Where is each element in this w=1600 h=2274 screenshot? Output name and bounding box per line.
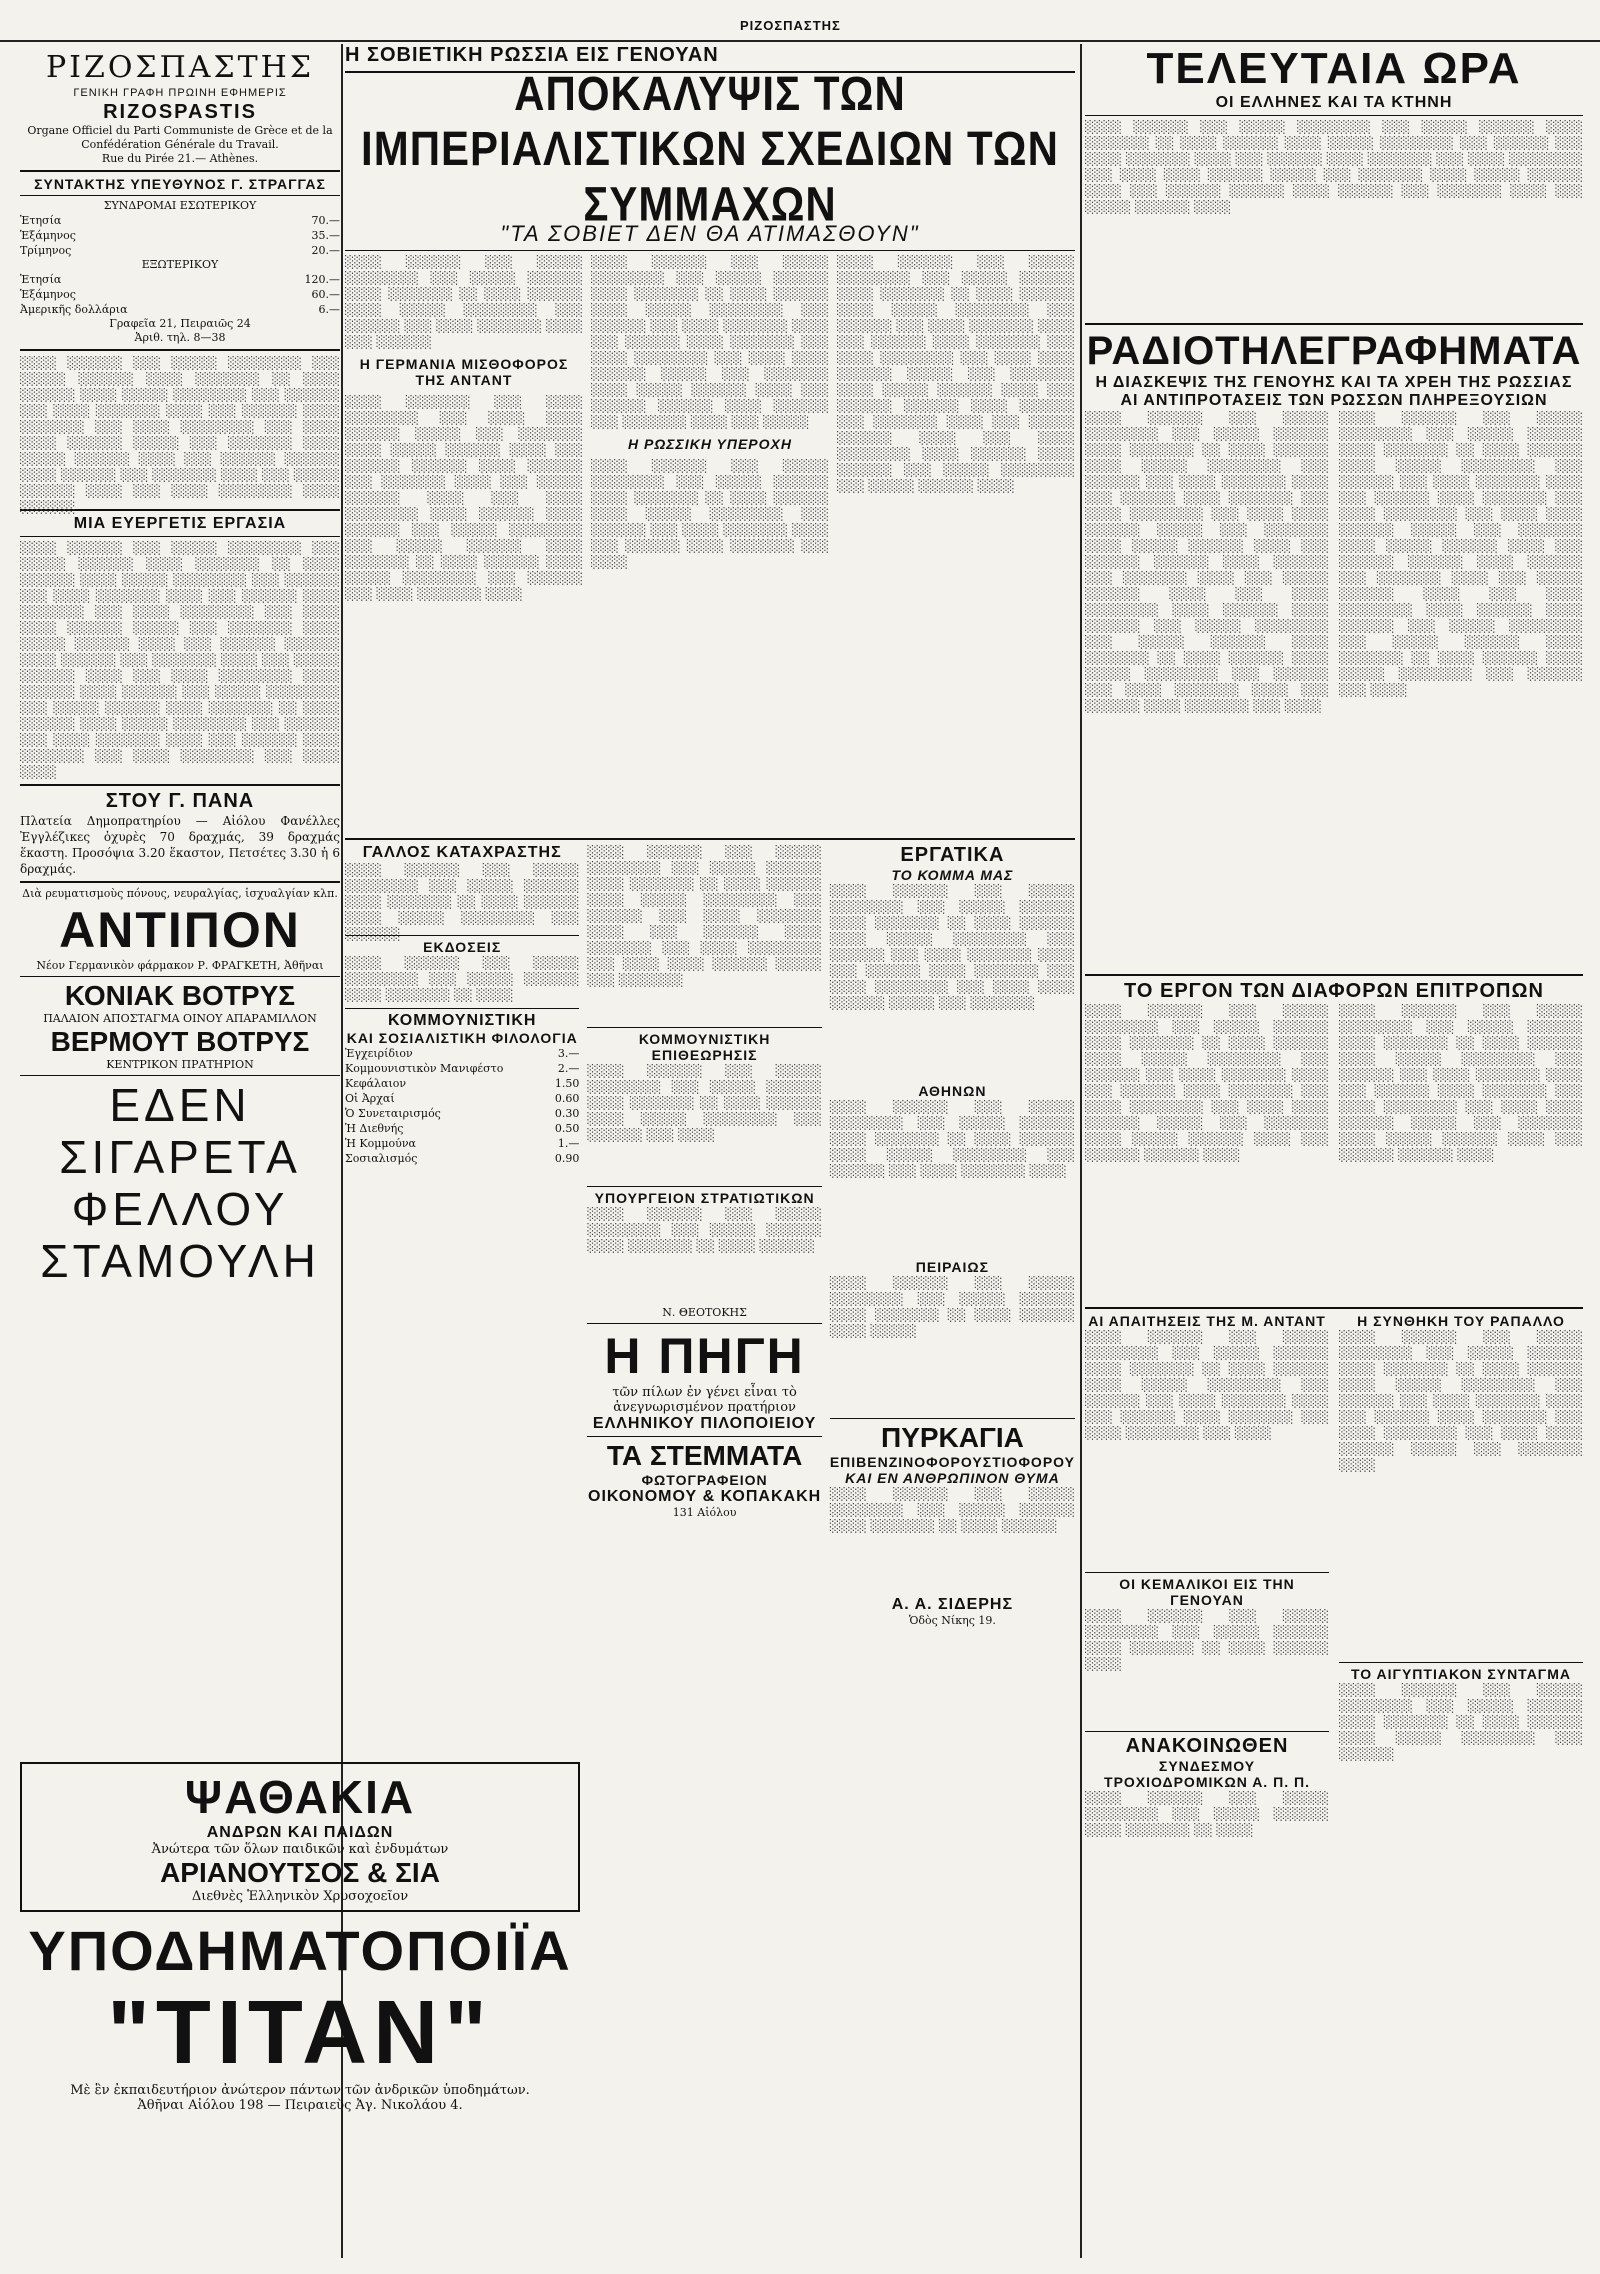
article-text: ░░░░ ░░░░░░ ░░░ ░░░░░ ░░░░░░░░ ░░░ ░░░░░ ░░░░░░ ░░░░ ░░░░░░░ ░░ ░░░░ ░░░░░░ ░░░░ ░░░░░ ░░░░░░░░ ░░░ ░░░░░░ ░░░ ░░░░ ░░░░░░░ ░░░░ ░░░ ░░░░░░ ░░░░ ░░░░░░░ ░░░ ░░░░ ░░░░░░░░ ░░░ ░░░░ ░░░░ ░░░░░░ ░░░░░ ░░░ ░░░░░░░ ░░░░ ░░░░░ ░░░░░░ ░░░░ ░░░ ░░░░░░ ░░░░░░ ░░░░ ░░░░░░ ░░░ ░░░░░░░ ░░░░ ░░░ ░░░░░ ░░░░░░ ░░░░ ░░░ ░░░░ ░░░░░░░░ ░░░░ ░░░░░░ ░░░░ ░░░░░░ ░░░ ░░░░░ ░░░░░░░░ ░░░ ░░░░░ ░░░░░░ ░░░░ ░░░░░░░ ░░ ░░░░ ░░░░░░ ░░░░ ░░░░░ ░░░░░░░░ ░░░ ░░░░░░ ░░░ ░░░░ ░░░░░░░ ░░░░ ░░░ ░░░░░░ ░░░░ ░░░░░░░ ░░░ ░░░░ ░░░░░░░░ ░░░ ░░░░ ░░░░ (20, 541, 340, 779)
lower-middle: ΓΑΛΛΟΣ ΚΑΤΑΧΡΑΣΤΗΣ ░░░░ ░░░░░░ ░░░ ░░░░░ ░░░░░░░░ ░░░ ░░░░░ ░░░░░░ ░░░░ ░░░░░░░ ░░ ░░░░ ░░░░░░ ░░░░ ░░░░░ ░░░░░░░░ ░░░ ░░░░░░ ΕΚΔΟΣΕΙΣ ░░░░ ░░░░░░ ░░░ ░░░░░ ░░░░░░░░ ░░░ ░░░░░ ░░░░░░ ░░░░ ░░░░░░░ ░░ ░░░░ ΚΟΜΜΟΥΝΙΣΤΙΚΗ ΚΑΙ ΣΟΣΙΑΛΙΣΤΙΚΗ ΦΙΛΟΛΟΓΙΑ Ἐγχειρίδιον 3.— Κομμουνιστικὸν Μανιφέστο 2.— Κεφάλαιον 1.50 Οἱ Ἀρχαί 0.60 Ὁ Συνεταιρισμός 0.30 Ἡ Διεθνής 0.50 Ἡ Κομμούνα 1.— Σοσιαλισμός 0.90 ░░░░ ░░░░░░ ░░░ ░░░░░ ░░░░░░░░ ░░░ ░░░░░ ░░░░░░ ░░░░ ░░░░░░░ ░░ ░░░░ ░░░░░░ ░░░░ ░░░░░ ░░░░░░░░ ░░░ ░░░░░░ ░░░ ░░░░ ░░░░░░░ ░░░░ ░░░ ░░░░░░ ░░░░ ░░░░░░░ ░░░ ░░░░ ░░░░░░░░ ░░░ ░░░░ ░░░░ ░░░░░░ ░░░░░ ░░░ ░░░░░░░ ΚΟΜΜΟΥΝΙΣΤΙΚΗ ΕΠΙΘΕΩΡΗΣΙΣ ░░░░ ░░░░░░ ░░░ ░░░░░ ░░░░░░░░ ░░░ ░░░░░ ░░░░░░ ░░░░ ░░░░░░░ ░░ ░░░░ ░░░░░░ ░░░░ ░░░░░ ░░░░░░░░ ░░░ ░░░░░░ ░░░ ░░░░ ΥΠΟΥΡΓΕΙΟΝ ΣΤΡΑΤΙΩΤΙΚΩΝ ░░░░ ░░░░░░ ░░░ ░░░░░ ░░░░░░░░ ░░░ ░░░░░ ░░░░░░ ░░░░ ░░░░░░░ ░░ ░░░░ ░░░░░░ Ν. ΘΕΟΤΟΚΗΣ Η ΠΗΓΗ τῶν πίλων ἐν γένει εἶναι τὸ ἀνεγνωρισμένον πρατήριον ΕΛΛΗΝΙΚΟΥ ΠΙΛΟΠΟΙΕΙΟΥ ΤΑ ΣΤΕΜΜΑΤΑ ΦΩΤΟΓΡΑΦΕΙΟΝ ΟΙΚΟΝΟΜΟΥ & ΚΟΠΑΚΑΚΗ 131 Αἰόλου ΕΡΓΑΤΙΚΑ ΤΟ ΚΟΜΜΑ ΜΑΣ ░░░░ ░░░░░░ ░░░ ░░░░░ ░░░░░░░░ ░░░ ░░░░░ ░░░░░░ ░░░░ ░░░░░░░ ░░ ░░░░ ░░░░░░ ░░░░ ░░░░░ ░░░░░░░░ ░░░ ░░░░░░ ░░░ ░░░░ ░░░░░░░ ░░░░ ░░░ ░░░░░░ ░░░░ ░░░░░░░ ░░░ ░░░░ ░░░░░░░░ ░░░ ░░░░ ░░░░ ░░░░░░ ░░░░░ ░░░ ░░░░░░░ ΑΘΗΝΩΝ ░░░░ ░░░░░░ ░░░ ░░░░░ ░░░░░░░░ ░░░ ░░░░░ ░░░░░░ ░░░░ ░░░░░░░ ░░ ░░░░ ░░░░░░ ░░░░ ░░░░░ ░░░░░░░░ ░░░ ░░░░░░ ░░░ ░░░░ ░░░░░░░ ░░░░ ΠΕΙΡΑΙΩΣ ░░░░ ░░░░░░ ░░░ ░░░░░ ░░░░░░░░ ░░░ ░░░░░ ░░░░░░ ░░░░ ░░░░░░░ ░░ ░░░░ ░░░░░░ ░░░░ ░░░░░ ΠΥΡΚΑΓΙΑ ΕΠΙΒΕΝΖΙΝΟΦΟΡΟΥΣΤΙΟΦΟΡΟΥ ΚΑΙ ΕΝ ΑΝΘΡΩΠΙΝΟΝ ΘΥΜΑ ░░░░ ░░░░░░ ░░░ ░░░░░ ░░░░░░░░ ░░░ ░░░░░ ░░░░░░ ░░░░ ░░░░░░░ ░░ ░░░░ ░░░░░░ Α. Α. ΣΙΔΕΡΗΣ Ὁδὸς Νίκης 19. (345, 844, 1075, 1627)
section-title: ΠΥΡΚΑΓΙΑ (880, 1422, 1024, 1453)
ad-text: ΦΩΤΟΓΡΑΦΕΙΟΝ (641, 1472, 768, 1488)
ad-vermut: ΒΕΡΜΟΥΤ ΒΟΤΡΥΣ (50, 1026, 310, 1057)
section-title: ΑΝΑΚΟΙΝΩΘΕΝ (1125, 1735, 1289, 1757)
organ-text: Organe Officiel du Parti Communiste de Grèce et de la Confédération Générale du Travail. (27, 124, 333, 151)
section-title: ΤΕΛΕΥΤΑΙΑ ΩΡΑ (1146, 44, 1522, 93)
section-title: ΡΑΔΙΟΤΗΛΕΓΡΑΦΗΜΑΤΑ (1086, 329, 1582, 373)
section-title: ΠΕΙΡΑΙΩΣ (915, 1259, 990, 1275)
section-subtitle: Η ΔΙΑΣΚΕΨΙΣ ΤΗΣ ΓΕΝΟΥΗΣ ΚΑΙ ΤΑ ΧΡΕΗ ΤΗΣ ΡΩΣΣΙΑΣ (1095, 374, 1573, 391)
section-title: ΜΙΑ ΕΥΕΡΓΕΤΙΣ ΕΡΓΑΣΙΑ (73, 515, 287, 532)
section-title: ΤΑ ΣΤΕΜΜΑΤΑ (606, 1440, 803, 1471)
latin-title: RIZOSPASTIS (103, 101, 257, 123)
section-title: ΚΟΜΜΟΥΝΙΣΤΙΚΗ ΕΠΙΘΕΩΡΗΣΙΣ (638, 1031, 771, 1063)
section-title: Η ΣΥΝΘΗΚΗ ΤΟΥ ΡΑΠΑΛΛΟ (1357, 1313, 1565, 1329)
tagline: ΓΕΝΙΚΗ ΓΡΑΦΗ ΠΡΩΙΝΗ ΕΦΗΜΕΡΙΣ (73, 87, 287, 99)
section-title: ΥΠΟΥΡΓΕΙΟΝ ΣΤΡΑΤΙΩΤΙΚΩΝ (594, 1190, 815, 1206)
right-column (1085, 44, 1583, 2258)
section-subtitle: ΟΙ ΕΛΛΗΝΕΣ ΚΑΙ ΤΑ ΚΤΗΝΗ (1215, 94, 1453, 111)
column-divider (1080, 44, 1082, 2258)
masthead-label: ΡΙΖΟΣΠΑΣΤΗΣ (740, 18, 841, 33)
subs-title-out: ΕΞΩΤΕΡΙΚΟΥ (141, 258, 219, 271)
section-subtitle: ΕΠΙΒΕΝΖΙΝΟΦΟΡΟΥΣΤΙΟΦΟΡΟΥ (829, 1454, 1075, 1470)
ad-pigi: Η ΠΗΓΗ (604, 1328, 805, 1384)
ad-text: 131 Αἰόλου (672, 1506, 737, 1519)
ad-text: Νέον Γερμανικὸν φάρμακον Ρ. ΦΡΑΓΚΕΤΗ, Ἀθῆναι (36, 959, 324, 972)
masthead-strip (0, 0, 1600, 42)
section-title: ΤΟ ΕΡΓΟΝ ΤΩΝ ΔΙΑΦΟΡΩΝ ΕΠΙΤΡΟΠΩΝ (1124, 980, 1544, 1002)
shop-text: Πλατεία Δημοπρατηρίου — Αἰόλου Φανέλλες Ἐγγλέζικες ὀχυρὲς 70 δραχμάς, 39 δραχμάς ἕκαστη. Προσόψια 3.20 ἕκαστον, Πετσέτες 3.30 ἡ 6 δραχμάς. (20, 814, 340, 876)
section-subtitle: ΣΥΝΔΕΣΜΟΥ ΤΡΟΧΙΟΔΡΟΜΙΚΩΝ Α. Π. Π. (1104, 1758, 1310, 1790)
ad-konyak: ΚΟΝΙΑΚ ΒΟΤΡΥΣ (64, 980, 296, 1011)
address: Rue du Pirée 21.— Athènes. (101, 152, 259, 165)
section-title: ΣΤΟΥ Γ. ΠΑΝΑ (105, 790, 255, 812)
ad-text: ΚΕΝΤΡΙΚΟΝ ΠΡΑΤΗΡΙΟΝ (106, 1058, 254, 1071)
subs-in-list: Ἐτησία 70.— Ἑξάμηνος 35.— Τρίμηνος 20.— (20, 214, 340, 257)
lead-article: ░░░░ ░░░░░░ ░░░ ░░░░░ ░░░░░░░░ ░░░ ░░░░░ ░░░░░░ ░░░░ ░░░░░░░ ░░ ░░░░ ░░░░░░ ░░░░ ░░░░░ ░░░░░░░░ ░░░ ░░░░░░ ░░░ ░░░░ ░░░░░░░ ░░░░ ░░░ ░░░░░░ Η ΓΕΡΜΑΝΙΑ ΜΙΣΘΟΦΟΡΟΣ ΤΗΣ ΑΝΤΑΝΤ ░░░░ ░░░░░░░ ░░░ ░░░░ ░░░░░░░░ ░░░ ░░░░ ░░░░ ░░░░░░ ░░░░░ ░░░ ░░░░░░░ ░░░░ ░░░░░ ░░░░░░ ░░░░ ░░░ ░░░░░░ ░░░░░░ ░░░░ ░░░░░░ ░░░ ░░░░░░░ ░░░░ ░░░ ░░░░░ ░░░░░░ ░░░░ ░░░ ░░░░ ░░░░░░░░ ░░░░ ░░░░░░ ░░░░ ░░░░░░ ░░░ ░░░░░ ░░░░░░░░ ░░░ ░░░░░ ░░░░░░ ░░░░ ░░░░░░░ ░░ ░░░░ ░░░░░░ ░░░░ ░░░░░ ░░░░░░░░ ░░░ ░░░░░░ ░░░ ░░░░ ░░░░░░░ ░░░░ ░░░░ ░░░░░░ ░░░ ░░░░░ ░░░░░░░░ ░░░ ░░░░░ ░░░░░░ ░░░░ ░░░░░░░ ░░ ░░░░ ░░░░░░ ░░░░ ░░░░░ ░░░░░░░░ ░░░ ░░░░░░ ░░░ ░░░░ ░░░░░░░ ░░░░ ░░░ ░░░░░░ ░░░░ ░░░░░░░ ░░░ ░░░░ ░░░░░░░░ ░░░ ░░░░ ░░░░ ░░░░░░ ░░░░░ ░░░ ░░░░░░░ ░░░░ ░░░░░ ░░░░░░ ░░░░ ░░░ ░░░░░░ ░░░░░░ ░░░░ ░░░░░░ ░░░ ░░░░░░░ ░░░░ ░░░ ░░░░░ Η ΡΩΣΣΙΚΗ ΥΠΕΡΟΧΗ ░░░░ ░░░░░░ ░░░ ░░░░░ ░░░░░░░░ ░░░ ░░░░░ ░░░░░░ ░░░░ ░░░░░░░ ░░ ░░░░ ░░░░░░ ░░░░ ░░░░░ ░░░░░░░░ ░░░ ░░░░░░ ░░░ ░░░░ ░░░░░░░ ░░░░ ░░░ ░░░░░░ ░░░░ ░░░░░░░ ░░░ ░░░░ ░░░░ ░░░░░░ ░░░ ░░░░░ ░░░░░░░░ ░░░ ░░░░░ ░░░░░░ ░░░░ ░░░░░░░ ░░ ░░░░ ░░░░░░ ░░░░ ░░░░░ ░░░░░░░░ ░░░ ░░░░░░ ░░░ ░░░░ ░░░░░░░ ░░░░ ░░░ ░░░░░░ ░░░░ ░░░░░░░ ░░░ ░░░░ ░░░░░░░░ ░░░ ░░░░ ░░░░ ░░░░░░ ░░░░░ ░░░ ░░░░░░░ ░░░░ ░░░░░ ░░░░░░ ░░░░ ░░░ ░░░░░░ ░░░░░░ ░░░░ ░░░░░░ ░░░ ░░░░░░░ ░░░░ ░░░ ░░░░░ ░░░░░░ ░░░░ ░░░ ░░░░ ░░░░░░░░ ░░░░ ░░░░░░ ░░░░ ░░░░░░ ░░░ ░░░░░ ░░░░░░░░ ░░░ ░░░░░ ░░░░░░ ░░░░ (345, 255, 1075, 601)
newspaper-logo: ΡΙΖΟΣΠΑΣΤΗΣ (45, 50, 315, 85)
section-title: Η ΡΩΣΣΙΚΗ ΥΠΕΡΟΧΗ (628, 436, 792, 452)
ad-text: ΟΙΚΟΝΟΜΟΥ & ΚΟΠΑΚΑΚΗ (588, 1488, 822, 1505)
ergon-article: ░░░░ ░░░░░░ ░░░ ░░░░░ ░░░░░░░░ ░░░ ░░░░░ ░░░░░░ ░░░░ ░░░░░░░ ░░ ░░░░ ░░░░░░ ░░░░ ░░░░░ ░░░░░░░░ ░░░ ░░░░░░ ░░░ ░░░░ ░░░░░░░ ░░░░ ░░░ ░░░░░░ ░░░░ ░░░░░░░ ░░░ ░░░░ ░░░░░░░░ ░░░ ░░░░ ░░░░ ░░░░░░ ░░░░░ ░░░ ░░░░░░░ ░░░░ ░░░░░ ░░░░░░ ░░░░ ░░░ ░░░░░░ ░░░░░░ ░░░░ ░░░░ ░░░░░░ ░░░ ░░░░░ ░░░░░░░░ ░░░ ░░░░░ ░░░░░░ ░░░░ ░░░░░░░ ░░ ░░░░ ░░░░░░ ░░░░ ░░░░░ ░░░░░░░░ ░░░ ░░░░░░ ░░░ ░░░░ ░░░░░░░ ░░░░ ░░░ ░░░░░░ ░░░░ ░░░░░░░ ░░░ ░░░░ ░░░░░░░░ ░░░ ░░░░ ░░░░ ░░░░░░ ░░░░░ ░░░ ░░░░░░░ ░░░░ ░░░░░ ░░░░░░ ░░░░ ░░░ ░░░░░░ ░░░░░░ ░░░░ (1085, 1004, 1583, 1162)
section-title: ΕΚΔΟΣΕΙΣ (423, 939, 502, 955)
section-title: ΟΙ ΚΕΜΑΛΙΚΟΙ ΕΙΣ ΤΗΝ ΓΕΝΟΥΑΝ (1119, 1576, 1295, 1608)
ad-text: Α. Α. ΣΙΔΕΡΗΣ (891, 1596, 1014, 1613)
ad-text: Ὁδὸς Νίκης 19. (908, 1614, 996, 1627)
ad-antipon: ΑΝΤΙΠΟΝ (59, 902, 301, 958)
article-text: ░░░░ ░░░░░░ ░░░ ░░░░░ ░░░░░░░░ ░░░ ░░░░░ ░░░░░░ ░░░░ ░░░░░░░ ░░ ░░░░ ░░░░░░ ░░░░ ░░░░░ ░░░░░░░░ ░░░ ░░░░░░ ░░░ ░░░░ ░░░░░░░ ░░░░ ░░░ ░░░░░░ ░░░░ ░░░░░░░ ░░░ ░░░░ ░░░░░░░░ ░░░ ░░░░ ░░░░ ░░░░░░ ░░░░░ ░░░ ░░░░░░░ ░░░░ ░░░░░ ░░░░░░ ░░░░ ░░░ ░░░░░░ ░░░░░░ ░░░░ ░░░░░░ ░░░ ░░░░░░░ ░░░░ ░░░ ░░░░░ ░░░░░░ ░░░░ ░░░ ░░░░ ░░░░░░░░ ░░░░ ░░░░░░ (20, 356, 340, 514)
ad-text: τῶν πίλων ἐν γένει εἶναι τὸ ἀνεγνωρισμένον πρατήριον (612, 1385, 797, 1415)
section-title: ΤΟ ΑΙΓΥΠΤΙΑΚΟΝ ΣΥΝΤΑΓΜΑ (1351, 1666, 1571, 1682)
editor-line: ΣΥΝΤΑΚΤΗΣ ΥΠΕΥΘΥΝΟΣ Γ. ΣΤΡΑΓΓΑΣ (34, 176, 326, 192)
phone: Ἀριθ. τηλ. 8—38 (134, 331, 226, 344)
books-list: Ἐγχειρίδιον 3.— Κομμουνιστικὸν Μανιφέστο 2.— Κεφάλαιον 1.50 Οἱ Ἀρχαί 0.60 Ὁ Συνεταιρισμός 0.30 Ἡ Διεθνής 0.50 Ἡ Κομμούνα 1.— Σοσιαλισμός 0.90 (345, 1047, 580, 1165)
section-title: ΚΟΜΜΟΥΝΙΣΤΙΚΗ (387, 1012, 537, 1029)
ad-eden: ΕΔΕΝ ΣΙΓΑΡΕΤΑ ΦΕΛΛΟΥ ΣΤΑΜΟΥΛΗ (40, 1079, 320, 1287)
signature: Ν. ΘΕΟΤΟΚΗΣ (662, 1306, 747, 1319)
lower-right: ΑΙ ΑΠΑΙΤΗΣΕΙΣ ΤΗΣ Μ. ΑΝΤΑΝΤ ░░░░ ░░░░░░ ░░░ ░░░░░ ░░░░░░░░ ░░░ ░░░░░ ░░░░░░ ░░░░ ░░░░░░░ ░░ ░░░░ ░░░░░░ ░░░░ ░░░░░ ░░░░░░░░ ░░░ ░░░░░░ ░░░ ░░░░ ░░░░░░░ ░░░░ ░░░ ░░░░░░ ░░░░ ░░░░░░░ ░░░ ░░░░ ░░░░░░░░ ░░░ ░░░░ ΟΙ ΚΕΜΑΛΙΚΟΙ ΕΙΣ ΤΗΝ ΓΕΝΟΥΑΝ ░░░░ ░░░░░░ ░░░ ░░░░░ ░░░░░░░░ ░░░ ░░░░░ ░░░░░░ ░░░░ ░░░░░░░ ░░ ░░░░ ░░░░░░ ░░░░ ΑΝΑΚΟΙΝΩΘΕΝ ΣΥΝΔΕΣΜΟΥ ΤΡΟΧΙΟΔΡΟΜΙΚΩΝ Α. Π. Π. ░░░░ ░░░░░░ ░░░ ░░░░░ ░░░░░░░░ ░░░ ░░░░░ ░░░░░░ ░░░░ ░░░░░░░ ░░ ░░░░ Η ΣΥΝΘΗΚΗ ΤΟΥ ΡΑΠΑΛΛΟ ░░░░ ░░░░░░ ░░░ ░░░░░ ░░░░░░░░ ░░░ ░░░░░ ░░░░░░ ░░░░ ░░░░░░░ ░░ ░░░░ ░░░░░░ ░░░░ ░░░░░ ░░░░░░░░ ░░░ ░░░░░░ ░░░ ░░░░ ░░░░░░░ ░░░░ ░░░ ░░░░░░ ░░░░ ░░░░░░░ ░░░ ░░░░ ░░░░░░░░ ░░░ ░░░░ ░░░░ ░░░░░░ ░░░░░ ░░░ ░░░░░░░ ░░░░ ΤΟ ΑΙΓΥΠΤΙΑΚΟΝ ΣΥΝΤΑΓΜΑ ░░░░ ░░░░░░ ░░░ ░░░░░ ░░░░░░░░ ░░░ ░░░░░ ░░░░░░ ░░░░ ░░░░░░░ ░░ ░░░░ ░░░░░░ ░░░░ ░░░░░ ░░░░░░░░ ░░░ ░░░░░░ (1085, 1313, 1583, 1837)
subs-title-in: ΣΥΝΔΡΟΜΑΙ ΕΣΩΤΕΡΙΚΟΥ (103, 199, 257, 212)
section-subtitle: ΤΟ ΚΟΜΜΑ ΜΑΣ (891, 867, 1014, 883)
ad-text: Διὰ ρευματισμοὺς πόνους, νευραλγίας, ἰσχυαλγίαν κλπ. (22, 887, 338, 900)
subs-out-list: Ἐτησία 120.— Ἑξάμηνος 60.— Ἀμερικῆς δολλάρια 6.— (20, 273, 340, 316)
section-title: ΑΘΗΝΩΝ (918, 1083, 987, 1099)
section-title: ΕΡΓΑΤΙΚΑ (900, 844, 1005, 866)
ad-titan: ΥΠΟΔΗΜΑΤΟΠΟΙΪΑ "ΤΙΤΑΝ" Μὲ ἓν ἐκπαιδευτήριον ἀνώτερον πάντων τῶν ἀνδρικῶν ὑποδημάτων. Ἀθῆναι Αἰόλου 198 — Πειραιεὺς Ἀγ. Νικολάου 4. (28, 1919, 572, 2113)
section-title: ΓΑΛΛΟΣ ΚΑΤΑΧΡΑΣΤΗΣ (362, 844, 562, 861)
subhead: "ΤΑ ΣΟΒΙΕΤ ΔΕΝ ΘΑ ΑΤΙΜΑΣΘΟΥΝ" (500, 221, 920, 246)
section-subtitle: ΚΑΙ ΕΝ ΑΝΘΡΩΠΙΝΟΝ ΘΥΜΑ (845, 1470, 1060, 1486)
ad-psathakia: ΨΑΘΑΚΙΑ ΑΝΔΡΩΝ ΚΑΙ ΠΑΙΔΩΝ Ἀνώτερα τῶν ὅλων παιδικῶν καὶ ἐνδυμάτων ΑΡΙΑΝΟΥΤΣΟΣ & ΣΙΑ Διεθνὲς Ἑλληνικὸν Χρυσοχοεῖον (20, 1762, 580, 1912)
section-subtitle: ΚΑΙ ΣΟΣΙΑΛΙΣΤΙΚΗ ΦΙΛΟΛΟΓΙΑ (346, 1030, 578, 1046)
ad-text: ΕΛΛΗΝΙΚΟΥ ΠΙΛΟΠΟΙΕΙΟΥ (592, 1415, 817, 1432)
section-title: ΑΙ ΑΠΑΙΤΗΣΕΙΣ ΤΗΣ Μ. ΑΝΤΑΝΤ (1088, 1313, 1326, 1329)
article-text: ░░░░ ░░░░░░ ░░░ ░░░░░ ░░░░░░░░ ░░░ ░░░░░ ░░░░░░ ░░░░ ░░░░░░░ ░░ ░░░░ ░░░░░░ ░░░░ ░░░░░ ░░░░░░░░ ░░░ ░░░░░░ ░░░ ░░░░ ░░░░░░░ ░░░░ ░░░ ░░░░░░ ░░░░ ░░░░░░░ ░░░ ░░░░ ░░░░░░░░ ░░░ ░░░░ ░░░░ ░░░░░░ ░░░░░ ░░░ ░░░░░░░ ░░░░ ░░░░░ ░░░░░░ ░░░░ ░░░ ░░░░░░ ░░░░░░ ░░░░ ░░░░░░ ░░░ ░░░░░░░ ░░░░ ░░░ ░░░░░ ░░░░░░ ░░░░ (1085, 120, 1583, 214)
ad-text: ΠΑΛΑΙΟΝ ΑΠΟΣΤΑΓΜΑ ΟΙΝΟΥ ΑΠΑΡΑΜΙΛΛΟΝ (43, 1012, 317, 1025)
radio-article: ░░░░ ░░░░░░ ░░░ ░░░░░ ░░░░░░░░ ░░░ ░░░░░ ░░░░░░ ░░░░ ░░░░░░░ ░░ ░░░░ ░░░░░░ ░░░░ ░░░░░ ░░░░░░░░ ░░░ ░░░░░░ ░░░ ░░░░ ░░░░░░░ ░░░░ ░░░ ░░░░░░ ░░░░ ░░░░░░░ ░░░ ░░░░ ░░░░░░░░ ░░░ ░░░░ ░░░░ ░░░░░░ ░░░░░ ░░░ ░░░░░░░ ░░░░ ░░░░░ ░░░░░░ ░░░░ ░░░ ░░░░░░ ░░░░░░ ░░░░ ░░░░░░ ░░░ ░░░░░░░ ░░░░ ░░░ ░░░░░ ░░░░░░ ░░░░ ░░░ ░░░░ ░░░░░░░░ ░░░░ ░░░░░░ ░░░░ ░░░░░░ ░░░ ░░░░░ ░░░░░░░░ ░░░ ░░░░░ ░░░░░░ ░░░░ ░░░░░░░ ░░ ░░░░ ░░░░░░ ░░░░ ░░░░░ ░░░░░░░░ ░░░ ░░░░░░ ░░░ ░░░░ ░░░░░░░ ░░░░ ░░░ ░░░░░░ ░░░░ ░░░░░░░ ░░░ ░░░░ ░░░░ ░░░░░░ ░░░ ░░░░░ ░░░░░░░░ ░░░ ░░░░░ ░░░░░░ ░░░░ ░░░░░░░ ░░ ░░░░ ░░░░░░ ░░░░ ░░░░░ ░░░░░░░░ ░░░ ░░░░░░ ░░░ ░░░░ ░░░░░░░ ░░░░ ░░░ ░░░░░░ ░░░░ ░░░░░░░ ░░░ ░░░░ ░░░░░░░░ ░░░ ░░░░ ░░░░ ░░░░░░ ░░░░░ ░░░ ░░░░░░░ ░░░░ ░░░░░ ░░░░░░ ░░░░ ░░░ ░░░░░░ ░░░░░░ ░░░░ ░░░░░░ ░░░ ░░░░░░░ ░░░░ ░░░ ░░░░░ ░░░░░░ ░░░░ ░░░ ░░░░ ░░░░░░░░ ░░░░ ░░░░░░ ░░░░ ░░░░░░ ░░░ ░░░░░ ░░░░░░░░ ░░░ ░░░░░ ░░░░░░ ░░░░ ░░░░░░░ ░░ ░░░░ ░░░░░░ ░░░░ ░░░░░ ░░░░░░░░ ░░░ ░░░░░░ ░░░ ░░░░ (1085, 411, 1583, 713)
section-subtitle: ΑΙ ΑΝΤΙΠΡΟΤΑΣΕΙΣ ΤΩΝ ΡΩΣΣΩΝ ΠΛΗΡΕΞΟΥΣΙΩΝ (1120, 392, 1548, 409)
section-title: Η ΓΕΡΜΑΝΙΑ ΜΙΣΘΟΦΟΡΟΣ ΤΗΣ ΑΝΤΑΝΤ (359, 356, 569, 388)
middle-column (345, 44, 1075, 2258)
main-headline: ΑΠΟΚΑΛΥΨΙΣ ΤΩΝ ΙΜΠΕΡΙΑΛΙΣΤΙΚΩΝ ΣΧΕΔΙΩΝ ΤΩΝ ΣΥΜΜΑΧΩΝ (361, 66, 1059, 231)
top-label: Η ΣΟΒΙΕΤΙΚΗ ΡΩΣΣΙΑ ΕΙΣ ΓΕΝΟΥΑΝ (345, 44, 719, 66)
office: Γραφεῖα 21, Πειραιῶς 24 (109, 317, 251, 330)
